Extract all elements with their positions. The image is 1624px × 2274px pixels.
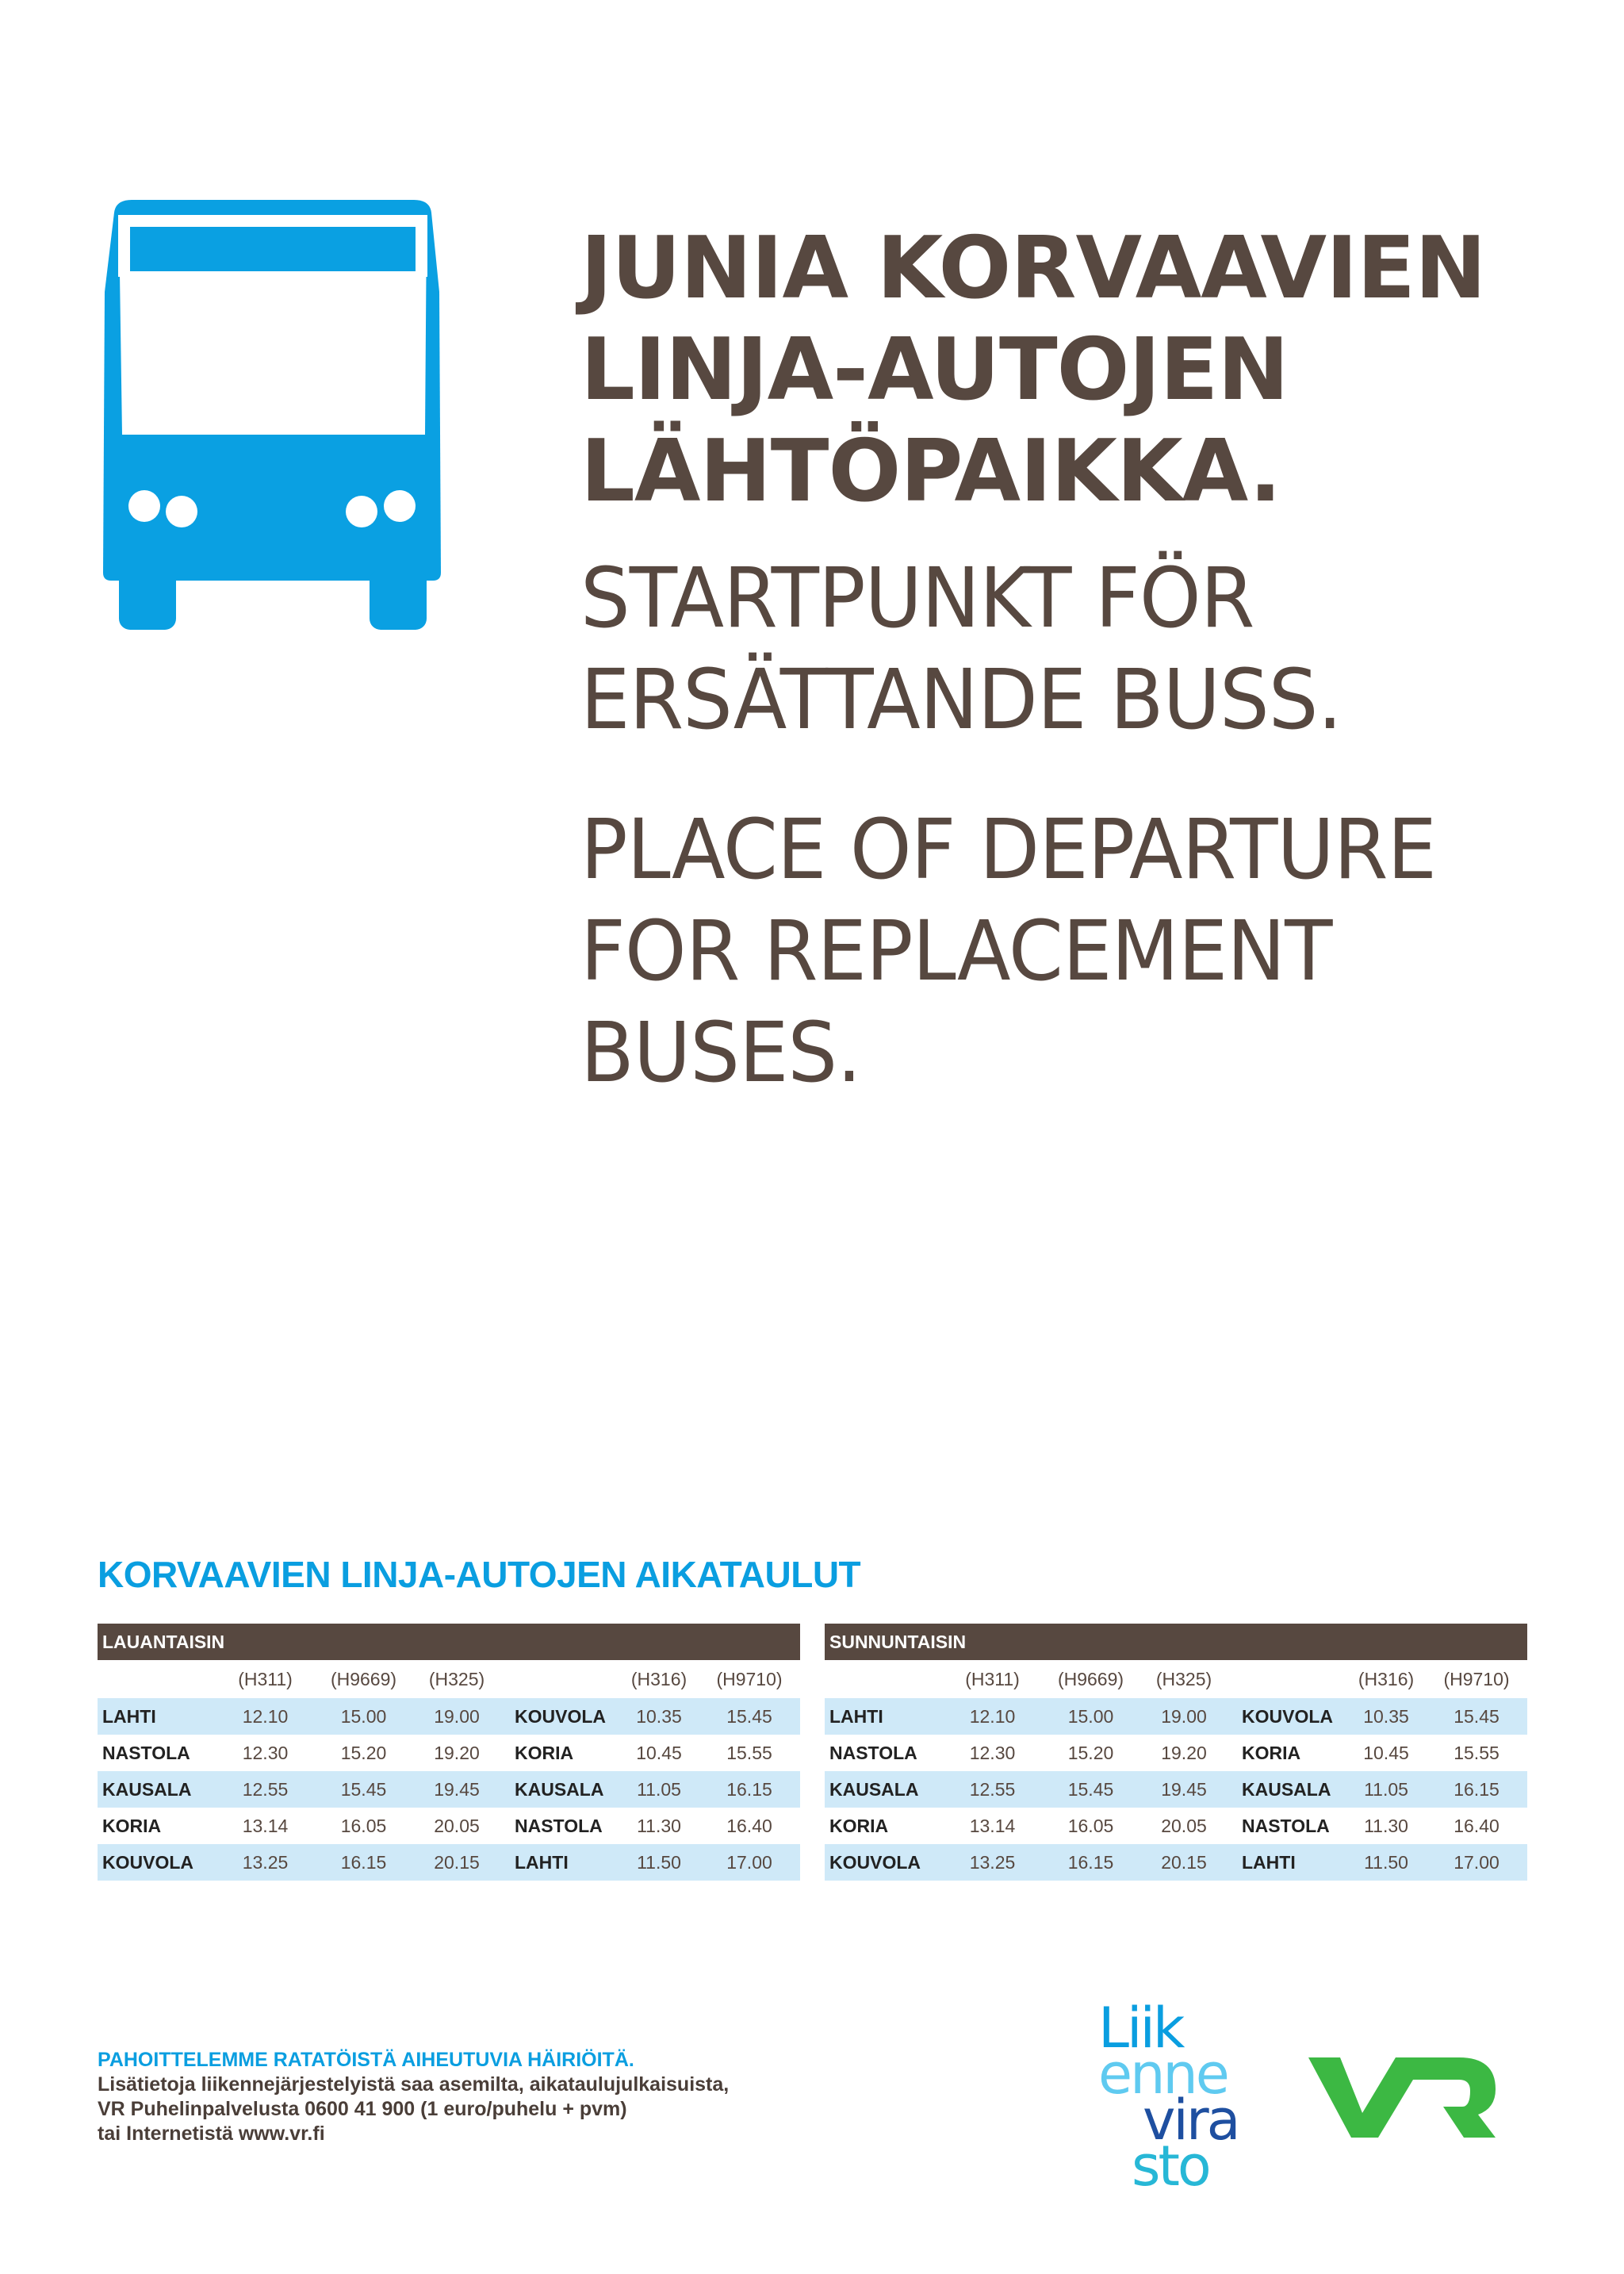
- station-name: KOUVOLA: [829, 1851, 921, 1873]
- departure-time: 17.00: [726, 1851, 772, 1873]
- table-row: [98, 1698, 800, 1735]
- heading-finnish: [580, 218, 1485, 523]
- column-header: (H316): [1358, 1668, 1415, 1689]
- departure-time: 19.00: [434, 1705, 480, 1727]
- departure-time: 16.15: [340, 1851, 387, 1873]
- departure-time: 19.45: [434, 1778, 480, 1800]
- departure-time: 16.15: [726, 1778, 772, 1800]
- table-row: [98, 1808, 800, 1844]
- footer-info: [98, 2048, 729, 2146]
- station-name: NASTOLA: [829, 1742, 917, 1763]
- departure-time: 15.55: [1454, 1742, 1500, 1763]
- heading-line: STARTPUNKT FÖR: [580, 550, 1254, 646]
- table-row: [825, 1844, 1527, 1881]
- departure-time: 16.40: [1454, 1815, 1500, 1836]
- departure-time: 15.20: [1067, 1742, 1114, 1763]
- logo-line: sto: [1132, 2134, 1209, 2199]
- vr-logo: [1308, 2056, 1499, 2139]
- station-name: KOUVOLA: [515, 1705, 606, 1727]
- departure-time: 10.45: [1363, 1742, 1409, 1763]
- departure-time: 20.05: [1161, 1815, 1207, 1836]
- departure-time: 20.15: [434, 1851, 480, 1873]
- table-day-header: LAUANTAISIN: [98, 1624, 800, 1660]
- table-row: [825, 1698, 1527, 1735]
- station-name: LAHTI: [515, 1851, 569, 1873]
- station-name: KAUSALA: [1242, 1778, 1331, 1800]
- departure-time: 16.05: [1067, 1815, 1114, 1836]
- departure-time: 11.05: [637, 1778, 681, 1800]
- station-name: KORIA: [1242, 1742, 1301, 1763]
- station-name: NASTOLA: [1242, 1815, 1330, 1836]
- table-day-header: SUNNUNTAISIN: [825, 1624, 1527, 1660]
- liikennevirasto-logo: [1098, 1996, 1239, 2199]
- departure-time: 15.45: [1067, 1778, 1114, 1800]
- station-name: KAUSALA: [515, 1778, 604, 1800]
- departure-time: 20.05: [434, 1815, 480, 1836]
- column-header: (H316): [630, 1668, 688, 1689]
- station-name: KAUSALA: [102, 1778, 192, 1800]
- departure-time: 11.50: [637, 1851, 681, 1873]
- column-header-row: [825, 1660, 1527, 1698]
- column-header: (H9669): [330, 1668, 397, 1689]
- departure-time: 12.10: [969, 1705, 1016, 1727]
- departure-time: 15.55: [726, 1742, 772, 1763]
- departure-time: 13.14: [969, 1815, 1016, 1836]
- apology-text: PAHOITTELEMME RATATÖISTÄ AIHEUTUVIA HÄIRIÖITÄ.: [98, 2049, 634, 2071]
- table-row: [825, 1771, 1527, 1808]
- station-name: NASTOLA: [515, 1815, 603, 1836]
- departure-time: 13.25: [969, 1851, 1016, 1873]
- column-header: (H311): [238, 1668, 293, 1689]
- heading-english: [580, 799, 1436, 1103]
- departure-time: 19.00: [1161, 1705, 1207, 1727]
- column-header: (H9710): [1443, 1668, 1510, 1689]
- departure-time: 15.45: [340, 1778, 387, 1800]
- departure-time: 10.35: [636, 1705, 682, 1727]
- logo-line: vira: [1143, 2088, 1239, 2153]
- departure-time: 11.30: [1364, 1815, 1408, 1836]
- departure-time: 15.45: [1454, 1705, 1500, 1727]
- column-header: (H9669): [1057, 1668, 1124, 1689]
- logo-line: enne: [1098, 2042, 1228, 2107]
- heading-line: BUSES.: [580, 1004, 861, 1101]
- station-name: KORIA: [829, 1815, 889, 1836]
- table-row: [825, 1735, 1527, 1771]
- station-name: KORIA: [515, 1742, 574, 1763]
- departure-time: 15.00: [1067, 1705, 1114, 1727]
- table-row: [98, 1771, 800, 1808]
- station-name: LAHTI: [1242, 1851, 1296, 1873]
- timetable-saturday: [98, 1624, 800, 1881]
- heading-line: PLACE OF DEPARTURE: [580, 801, 1437, 898]
- departure-time: 13.25: [242, 1851, 289, 1873]
- departure-time: 12.30: [969, 1742, 1016, 1763]
- heading-line: FOR REPLACEMENT: [580, 903, 1332, 999]
- station-name: LAHTI: [102, 1705, 156, 1727]
- departure-time: 11.50: [1364, 1851, 1408, 1873]
- station-name: NASTOLA: [102, 1742, 190, 1763]
- station-name: KOUVOLA: [1242, 1705, 1333, 1727]
- info-line: VR Puhelinpalvelusta 0600 41 900 (1 euro/puhelu + pvm): [98, 2098, 627, 2120]
- departure-time: 19.20: [1161, 1742, 1207, 1763]
- departure-time: 19.20: [434, 1742, 480, 1763]
- departure-time: 11.30: [637, 1815, 681, 1836]
- departure-time: 16.15: [1454, 1778, 1500, 1800]
- departure-time: 20.15: [1161, 1851, 1207, 1873]
- departure-time: 16.40: [726, 1815, 772, 1836]
- departure-time: 12.55: [242, 1778, 289, 1800]
- departure-time: 15.00: [340, 1705, 387, 1727]
- departure-time: 12.30: [242, 1742, 289, 1763]
- station-name: LAHTI: [829, 1705, 883, 1727]
- heading-swedish: [580, 547, 1342, 750]
- column-header: (H325): [1155, 1668, 1212, 1689]
- logo-line: Liik: [1098, 1996, 1183, 2061]
- departure-time: 12.10: [242, 1705, 289, 1727]
- table-row: [98, 1844, 800, 1881]
- departure-time: 10.45: [636, 1742, 682, 1763]
- info-line: Lisätietoja liikennejärjestelyistä saa asemilta, aikataulujulkaisuista,: [98, 2073, 730, 2096]
- timetable-title: KORVAAVIEN LINJA-AUTOJEN AIKATAULUT: [98, 1554, 861, 1595]
- heading-line: JUNIA KORVAAVIEN: [580, 219, 1486, 318]
- departure-time: 13.14: [242, 1815, 289, 1836]
- heading-line: LINJA-AUTOJEN: [580, 320, 1289, 420]
- column-header-row: [98, 1660, 800, 1698]
- info-line: tai Internetistä www.vr.fi: [98, 2123, 325, 2145]
- departure-time: 12.55: [969, 1778, 1016, 1800]
- departure-time: 15.20: [340, 1742, 387, 1763]
- heading-line: LÄHTÖPAIKKA.: [580, 422, 1281, 521]
- station-name: KOUVOLA: [102, 1851, 193, 1873]
- column-header: (H9710): [716, 1668, 783, 1689]
- timetable-sunday: [825, 1624, 1527, 1881]
- departure-time: 11.05: [1364, 1778, 1408, 1800]
- column-header: (H325): [428, 1668, 485, 1689]
- departure-time: 16.05: [340, 1815, 387, 1836]
- table-row: [98, 1735, 800, 1771]
- station-name: KAUSALA: [829, 1778, 919, 1800]
- station-name: KORIA: [102, 1815, 162, 1836]
- departure-time: 17.00: [1454, 1851, 1500, 1873]
- departure-time: 19.45: [1161, 1778, 1207, 1800]
- bus-icon: [100, 197, 446, 630]
- departure-time: 10.35: [1363, 1705, 1409, 1727]
- table-row: [825, 1808, 1527, 1844]
- departure-time: 15.45: [726, 1705, 772, 1727]
- departure-time: 16.15: [1067, 1851, 1114, 1873]
- heading-line: ERSÄTTANDE BUSS.: [580, 651, 1342, 748]
- column-header: (H311): [965, 1668, 1020, 1689]
